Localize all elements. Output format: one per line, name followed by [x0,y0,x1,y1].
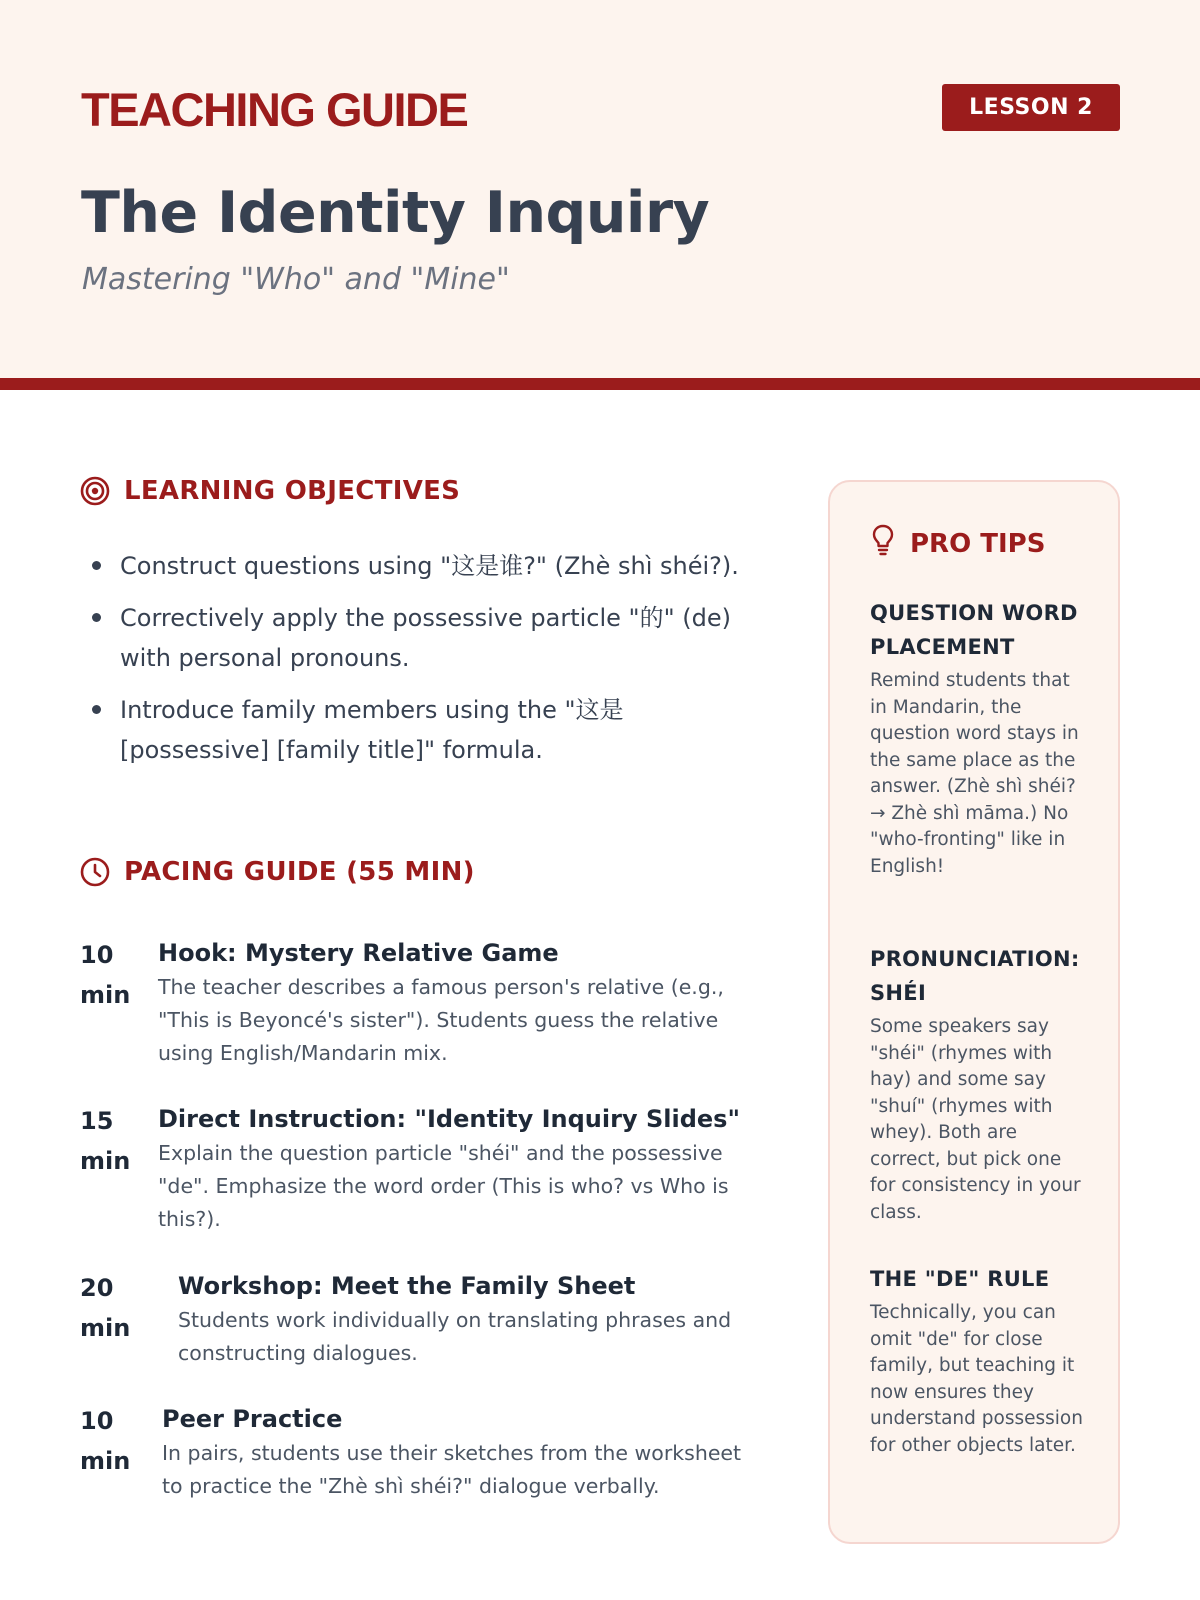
lesson-badge: LESSON 2 [942,84,1120,131]
pacing-desc: The teacher describes a famous person's relative (e.g., "This is Beyoncé's sister"). Students guess the relative using English/Mandarin mix. [158,975,724,1065]
lightbulb-icon [872,524,894,563]
pacing-time: 20 min [80,1274,131,1342]
objectives-heading [80,476,460,506]
tip-body: Some speakers say "shéi" (rhymes with hay) and some say "shuí" (rhymes with whey). Both are correct, but pick one for consistency in your class. [870,1016,1081,1223]
tip-title: PRONUNCIATION: SHÉI [870,947,1080,1005]
pacing-desc: Explain the question particle "shéi" and the possessive "de". Emphasize the word order (This is who? vs Who is this?). [158,1141,729,1231]
tips-heading-label: PRO TIPS [910,528,1046,559]
page-subtitle: Mastering "Who" and "Mine" [82,262,510,297]
target-icon [80,476,110,506]
objectives-list [88,546,748,782]
pacing-title: Workshop: Meet the Family Sheet [178,1272,636,1300]
pacing-time: 10 min [80,1407,131,1475]
pacing-title: Peer Practice [162,1405,343,1433]
tip-title: THE "DE" RULE [870,1267,1050,1291]
list-item: Correctively apply the possessive particle "的" (de) with personal pronouns. [88,598,748,678]
pacing-time: 10 min [80,941,131,1009]
pacing-desc: Students work individually on translating phrases and constructing dialogues. [178,1308,732,1365]
pro-tips-panel [828,480,1120,1544]
list-item: Construct questions using "这是谁?" (Zhè shì shéi?). [88,546,748,586]
pacing-item [80,935,760,1075]
pacing-time: 15 min [80,1107,131,1175]
pacing-desc: In pairs, students use their sketches from the worksheet to practice the "Zhè shì shéi?" dialogue verbally. [162,1441,742,1498]
pacing-title: Hook: Mystery Relative Game [158,939,559,967]
tip-body: Remind students that in Mandarin, the question word stays in the same place as the answer. (Zhè shì shéi? → Zhè shì māma.) No "who-fronting" like in English! [870,670,1079,877]
tip-body: Technically, you can omit "de" for close family, but teaching it now ensures they understand possession for other objects later. [870,1302,1083,1456]
objectives-heading-label: LEARNING OBJECTIVES [124,476,461,506]
page-title: The Identity Inquiry [81,180,710,246]
brand-title: TEACHING GUIDE [81,83,468,136]
pacing-title: Direct Instruction: "Identity Inquiry Slides" [158,1105,740,1133]
page-header [0,0,1200,390]
pacing-item [80,1401,760,1541]
tip-item [870,1262,1092,1459]
tip-title: QUESTION WORD PLACEMENT [870,601,1078,659]
pacing-item [80,1268,760,1378]
pacing-heading [80,857,475,887]
pacing-item [80,1101,760,1241]
tip-item [870,596,1092,880]
tip-item [870,942,1092,1226]
list-item: Introduce family members using the "这是 [possessive] [family title]" formula. [88,690,748,770]
tips-heading [872,524,1045,563]
clock-icon [80,857,110,887]
pacing-heading-label: PACING GUIDE (55 MIN) [124,857,475,887]
